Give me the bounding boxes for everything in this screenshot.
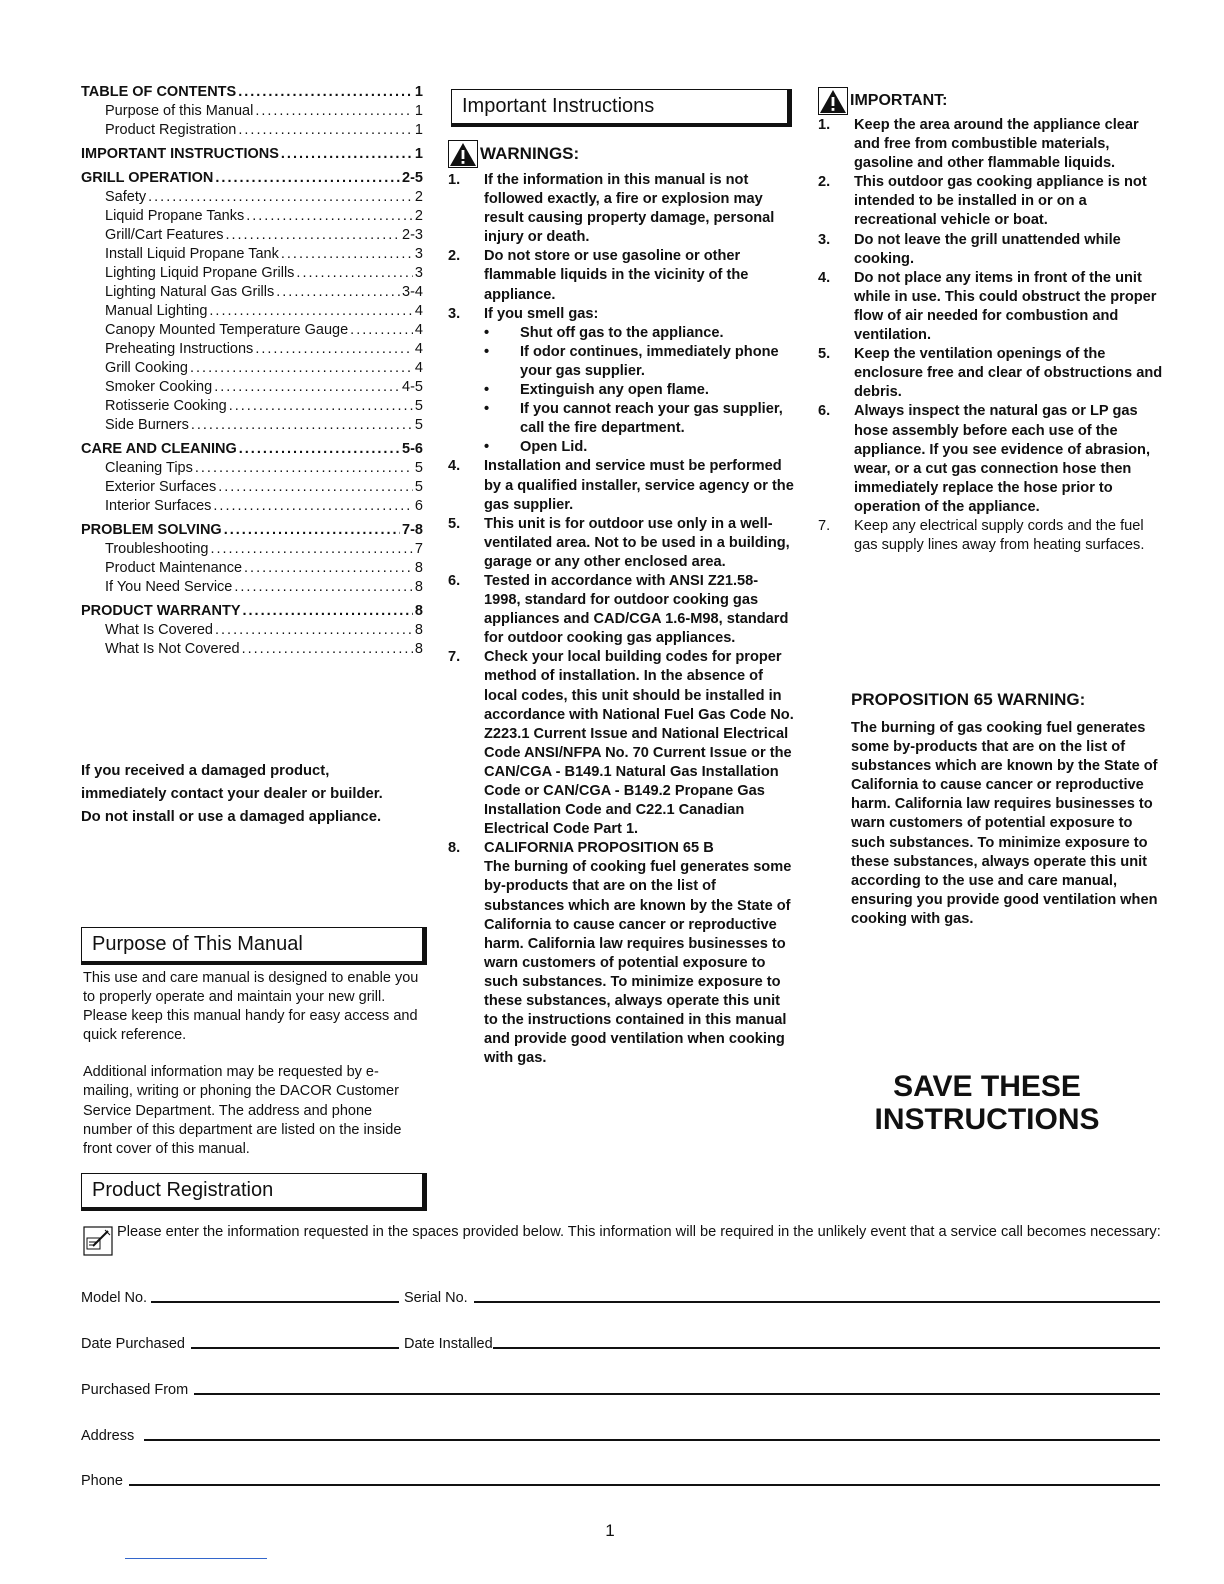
address-field[interactable] [81,1428,1160,1444]
toc-leader [246,208,413,224]
purpose-heading-text: Purpose of This Manual [92,933,303,955]
item-number: 1. [448,172,461,188]
toc-leader [148,189,413,205]
toc-page: 5 [414,417,423,433]
toc-item-title: What Is Covered [105,622,213,638]
gas-bullet-text: Open Lid. [520,439,588,456]
toc-leader [281,246,413,262]
toc-item[interactable] [81,417,423,436]
gas-bullet [484,438,794,457]
bullet-icon: • [484,382,490,399]
toc-item[interactable] [81,189,423,208]
toc-page: 1 [414,103,423,119]
toc-page: 5-6 [402,441,423,457]
item-number: 6. [818,403,831,420]
toc-item-title: If You Need Service [105,579,233,595]
toc-page: 5 [414,479,423,495]
toc-item[interactable] [81,622,423,641]
toc-item[interactable] [81,246,423,265]
toc-page: 2 [414,208,423,224]
warning-text: CALIFORNIA PROPOSITION 65 B [484,840,714,857]
item-number: 5. [448,515,461,532]
toc-item[interactable] [81,641,423,660]
bullet-icon: • [484,401,490,418]
warning-item [448,171,794,247]
toc-section-title: TABLE OF CONTENTS [81,84,237,100]
toc-leader [215,622,413,638]
toc-section[interactable] [81,522,423,541]
save-line-1: SAVE THESE [893,1070,1081,1103]
toc-page: 3-4 [402,284,423,300]
important-item [818,173,1163,230]
toc-leader [238,122,413,138]
toc-item-title: Liquid Propane Tanks [105,208,245,224]
warning-item [448,457,794,514]
toc-page: 8 [414,641,423,657]
damaged-line-2: immediately contact your dealer or builder. [81,786,383,802]
important-header [818,87,1163,115]
important-label: IMPORTANT: [850,92,948,109]
toc-item[interactable] [81,284,423,303]
important-instructions-heading-text: Important Instructions [462,95,655,117]
toc-leader [244,560,413,576]
toc-page: 2 [414,189,423,205]
toc-item[interactable] [81,227,423,246]
toc-leader [209,303,413,319]
toc-item-title: Product Registration [105,122,237,138]
item-number: 1. [818,117,831,133]
toc-page: 3 [414,265,423,281]
important-section [818,87,1163,555]
phone-label: Phone [81,1473,123,1489]
toc-item-title: What Is Not Covered [105,641,240,657]
item-number: 4. [448,458,461,475]
serial-no-label: Serial No. [404,1290,468,1306]
toc-item[interactable] [81,541,423,560]
toc-page: 1 [414,146,423,162]
important-text: Always inspect the natural gas or LP gas hose assembly before each use of the appliance. If you see evidence of abrasion, wear, or a cut gas connection hose then immediately replace the hose prior to operation of the appliance. [854,403,1151,515]
toc-item[interactable] [81,560,423,579]
toc-item-title: Side Burners [105,417,189,433]
toc-page: 3 [414,246,423,262]
toc-page: 7-8 [402,522,423,538]
toc-item[interactable] [81,103,423,122]
toc-leader [190,360,413,376]
purchased-from-field[interactable] [81,1382,1160,1398]
date-installed-line[interactable] [493,1347,1160,1349]
warning-text: Installation and service must be performed by a qualified installer, service agency or the gas supplier. [484,458,794,513]
toc-item[interactable] [81,341,423,360]
toc-leader [281,146,413,162]
toc-page: 4 [414,322,423,338]
toc-item-title: Interior Surfaces [105,498,212,514]
important-instructions-heading [451,89,792,127]
serial-no-field[interactable] [404,1290,1160,1306]
item-number: 3. [818,231,831,248]
toc-leader [350,322,413,338]
toc-item[interactable] [81,479,423,498]
gas-bullet [484,343,794,381]
registration-note [83,1222,1163,1256]
important-text: Do not leave the grill unattended while cooking. [854,231,1121,267]
toc-item[interactable] [81,579,423,598]
model-no-line[interactable] [151,1301,399,1303]
toc-section-title: PRODUCT WARRANTY [81,603,241,619]
phone-line[interactable] [129,1484,1160,1486]
item-number: 6. [448,572,461,589]
toc-leader [213,498,413,514]
date-purchased-field[interactable] [81,1336,399,1352]
toc-leader [214,379,400,395]
item-number: 5. [818,346,831,363]
toc-leader [276,284,400,300]
purpose-heading [81,927,427,965]
toc-page: 1 [414,122,423,138]
warning-item [448,572,794,648]
note-pencil-icon [83,1226,113,1256]
save-instructions [850,1070,1124,1136]
item-number: 7. [448,649,461,666]
warning-item [448,247,794,304]
item-number: 4. [818,269,831,286]
warning-item [448,648,794,839]
table-of-contents [81,84,423,660]
toc-leader [229,398,413,414]
page-number: 1 [605,1521,615,1540]
toc-section[interactable] [81,146,423,165]
toc-page: 1 [414,84,423,100]
phone-field[interactable] [81,1473,1160,1489]
warnings-list [448,171,794,1068]
toc-page: 4-5 [402,379,423,395]
toc-leader [234,579,413,595]
toc-item-title: Smoker Cooking [105,379,213,395]
toc-section[interactable] [81,603,423,622]
toc-page: 8 [414,560,423,576]
toc-page: 2-3 [402,227,423,243]
toc-item[interactable] [81,379,423,398]
item-number: 8. [448,840,461,857]
important-item [818,231,1163,269]
toc-leader [215,170,400,186]
toc-page: 5 [414,460,423,476]
model-no-label: Model No. [81,1290,148,1306]
toc-page: 7 [414,541,423,557]
toc-page: 8 [414,622,423,638]
warning-icon [448,140,478,168]
toc-leader [239,441,400,457]
important-item [818,269,1163,345]
damaged-product-notice [81,760,426,829]
important-item [818,116,1163,173]
warning-text: If the information in this manual is not followed exactly, a fire or explosion may result causing property damage, personal injury or death. [484,172,775,246]
toc-page: 6 [414,498,423,514]
damaged-line-1: If you received a damaged product, [81,763,330,779]
prop65-text: The burning of gas cooking fuel generates some by-products that are on the list of substances which are known by the State of California to cause cancer or reproductive harm. California law requires businesses to warn customers of potential exposure to such substances. To minimize exposure to these substances, always operate this unit according to the use and care manual, ensuring you provide good ventilation when cooking with gas. [851,720,1158,927]
important-text: Do not place any items in front of the unit while in use. This could obstruct the proper flow of air needed for combustion and ventilation. [854,269,1157,344]
toc-page: 4 [414,341,423,357]
toc-item-title: Lighting Natural Gas Grills [105,284,275,300]
prop65-heading: PROPOSITION 65 WARNING: [851,690,1086,709]
item-number: 2. [818,174,831,191]
toc-leader [238,84,413,100]
gas-bullet-text: If odor continues, immediately phone your gas supplier. [520,343,779,379]
toc-item-title: Grill Cooking [105,360,188,376]
toc-page: 4 [414,360,423,376]
toc-item-title: Troubleshooting [105,541,209,557]
warning-item [448,839,794,1068]
important-list [818,116,1163,555]
gas-bullet [484,324,794,343]
toc-leader [191,417,413,433]
toc-leader [242,641,413,657]
purpose-paragraph-1: This use and care manual is designed to enable you to properly operate and maintain your new grill. Please keep this manual handy for easy access and quick reference. [83,970,419,1044]
toc-section[interactable] [81,84,423,103]
toc-item-title: Exterior Surfaces [105,479,217,495]
important-text: Keep the ventilation openings of the enclosure free and clear of obstructions and debris. [854,346,1163,401]
toc-item[interactable] [81,303,423,322]
purchased-from-label: Purchased From [81,1382,189,1398]
toc-leader [195,460,413,476]
address-line[interactable] [144,1439,1160,1441]
toc-section-title: GRILL OPERATION [81,170,214,186]
toc-item[interactable] [81,398,423,417]
gas-bullets [484,324,794,458]
toc-page: 4 [414,303,423,319]
gas-bullet-text: Shut off gas to the appliance. [520,324,724,341]
toc-leader [255,103,413,119]
prop65-b-body: The burning of cooking fuel generates some by-products that are on the list of substances which are known by the State of California to cause cancer or reproductive harm. California law requires businesses to warn customers of potential exposure to such substances. To minimize exposure to these substances, always operate this unit to the instructions contained in this manual and provide good ventilation when cooking with gas. [484,859,792,1067]
item-number: 7. [818,517,831,534]
prop65-section [851,690,1163,929]
toc-leader [296,265,413,281]
toc-page: 8 [414,603,423,619]
toc-section-title: PROBLEM SOLVING [81,522,222,538]
toc-section-title: IMPORTANT INSTRUCTIONS [81,146,279,162]
toc-section-title: CARE AND CLEANING [81,441,237,457]
important-text: Keep any electrical supply cords and the fuel gas supply lines away from heating surfaces. [854,517,1145,554]
product-registration-heading [81,1173,427,1211]
date-installed-label: Date Installed [404,1336,493,1352]
gas-bullet [484,381,794,400]
toc-item-title: Install Liquid Propane Tank [105,246,279,262]
toc-item-title: Grill/Cart Features [105,227,224,243]
warnings-label: WARNINGS: [480,144,580,163]
warning-text: Tested in accordance with ANSI Z21.58-1998, standard for outdoor cooking gas appliances and CAD/CGA 1.6-M98, standard for outdoor cooking gas appliances. [484,572,789,647]
warning-text: If you smell gas: [484,305,599,322]
bullet-icon: • [484,439,490,456]
toc-item-title: Preheating Instructions [105,341,254,357]
item-number: 3. [448,305,461,322]
toc-section[interactable] [81,170,423,189]
toc-item[interactable] [81,360,423,379]
toc-section[interactable] [81,441,423,460]
bullet-icon: • [484,343,490,360]
toc-page: 8 [414,579,423,595]
serial-no-line[interactable] [474,1301,1160,1303]
purchased-from-line[interactable] [194,1393,1160,1395]
purpose-section [83,969,425,1159]
bullet-icon: • [484,324,490,341]
important-item [818,402,1163,517]
registration-note-text: Please enter the information requested in the spaces provided below. This information will be required in the unlikely event that a service call becomes necessary: [117,1224,1161,1240]
warning-text: Do not store or use gasoline or other flammable liquids in the vicinity of the appliance. [484,248,749,303]
toc-item-title: Manual Lighting [105,303,208,319]
warning-text: This unit is for outdoor use only in a well-ventilated area. Not to be used in a building, garage or any other enclosed area. [484,515,790,570]
toc-item-title: Canopy Mounted Temperature Gauge [105,322,349,338]
toc-item[interactable] [81,122,423,141]
toc-leader [243,603,413,619]
warning-item [448,305,794,458]
warning-text: Check your local building codes for proper method of installation. In the absence of local codes, this unit should be installed in accordance with National Fuel Gas Code No. Z223.1 Current Issue and National Electrical Code ANSI/NFPA No. 70 Current Issue or the CAN/CGA - B149.1 Natural Gas Installation Code or CAN/CGA - B149.2 Propane Gas Installation Code and C22.1 Canadian Electrical Code Part 1. [484,649,794,838]
important-text: Keep the area around the appliance clear and free from combustible materials, gasoline and other flammable liquids. [854,117,1139,172]
damaged-line-3: Do not install or use a damaged appliance. [81,809,382,825]
toc-item[interactable] [81,322,423,341]
toc-item[interactable] [81,498,423,517]
toc-leader [255,341,413,357]
toc-page: 5 [414,398,423,414]
save-line-2: INSTRUCTIONS [874,1103,1100,1136]
purpose-paragraph-2: Additional information may be requested by e-mailing, writing or phoning the DACOR Customer Service Department. The address and phone number of this department are listed on the inside front cover of this manual. [83,1064,402,1157]
toc-leader [210,541,412,557]
warning-item [448,515,794,572]
product-registration-heading-text: Product Registration [92,1179,274,1201]
item-number: 2. [448,248,461,265]
warnings-section [448,140,794,1068]
date-installed-field[interactable] [404,1336,1160,1352]
warnings-header [448,140,794,168]
toc-leader [225,227,400,243]
toc-item-title: Rotisserie Cooking [105,398,227,414]
toc-item[interactable] [81,265,423,284]
date-purchased-label: Date Purchased [81,1336,185,1352]
warning-icon [818,87,848,115]
important-item [818,517,1163,555]
gas-bullet [484,400,794,438]
toc-leader [218,479,413,495]
date-purchased-line[interactable] [191,1347,399,1349]
toc-item-title: Cleaning Tips [105,460,193,476]
model-no-field[interactable] [81,1290,399,1306]
gas-bullet-text: If you cannot reach your gas supplier, call the fire department. [520,401,783,437]
toc-item-title: Lighting Liquid Propane Grills [105,265,295,281]
toc-item-title: Purpose of this Manual [105,103,254,119]
toc-leader [224,522,400,538]
toc-item-title: Product Maintenance [105,560,243,576]
toc-page: 2-5 [402,170,423,186]
toc-item-title: Safety [105,189,147,205]
footer-rule [125,1558,267,1559]
address-label: Address [81,1428,135,1444]
important-text: This outdoor gas cooking appliance is not intended to be installed in or on a recreational vehicle or boat. [854,174,1147,229]
important-item [818,345,1163,402]
toc-item[interactable] [81,208,423,227]
toc-item[interactable] [81,460,423,479]
gas-bullet-text: Extinguish any open flame. [520,382,709,399]
